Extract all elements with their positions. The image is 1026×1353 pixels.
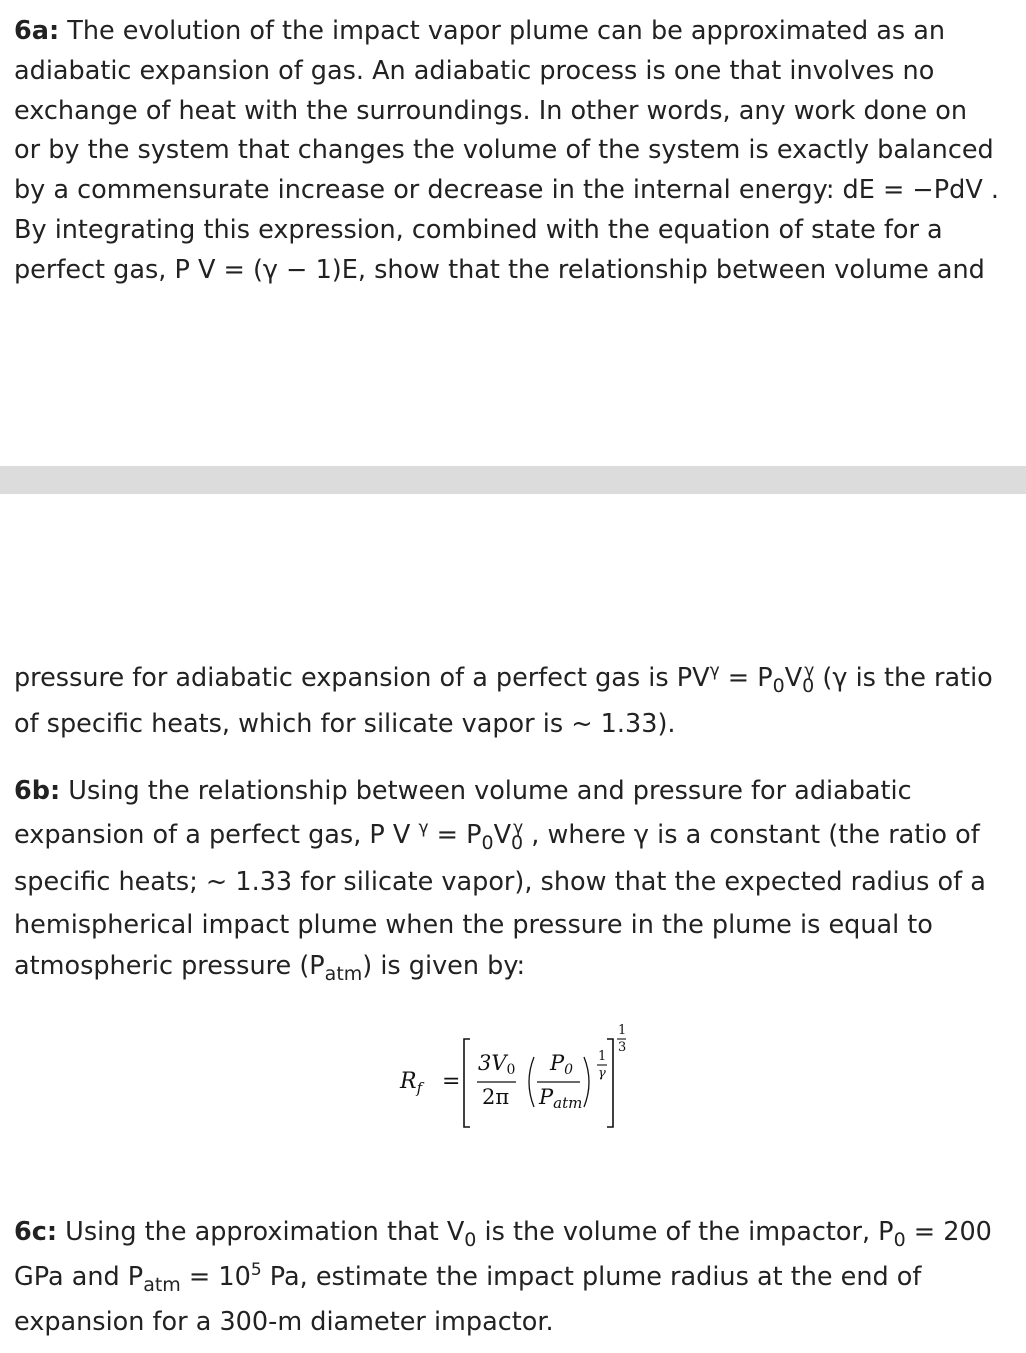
q6b-line-2: expansion of a perfect gas, P V $^\gamma = P_0V_0^\gamma$ , where γ is a constant (the ratio of <box>14 818 980 854</box>
formula-numerator-2: P0 <box>550 1051 574 1078</box>
q6a-line-7: perfect gas, P V = (γ − 1)E, show that the relationship between volume and <box>14 254 985 285</box>
q6a-cont-line-1: pressure for adiabatic expansion of a perfect gas is $PV^\gamma = P_0V_0^\gamma$ (γ is the ratio <box>14 661 993 697</box>
formula-outer-exponent-numerator: 1 <box>618 1023 627 1038</box>
plume-radius-formula <box>400 1013 650 1133</box>
formula-inner-exponent-denominator: γ <box>598 1066 606 1081</box>
q6a-line-4: or by the system that changes the volume of the system is exactly balanced <box>14 135 994 166</box>
q6b-line-4: hemispherical impact plume when the pressure in the plume is equal to <box>14 910 933 940</box>
formula-numerator-1: 3V0 <box>478 1051 516 1078</box>
q6a-line-6: By integrating this expression, combined with the equation of state for a <box>14 214 943 245</box>
q6a-line-1: 6a: The evolution of the impact vapor plume can be approximated as an <box>14 16 946 46</box>
formula-brackets <box>400 1013 650 1133</box>
page-break-divider <box>0 466 1026 494</box>
formula-inner-exponent-numerator: 1 <box>598 1049 607 1064</box>
q6a-cont-line-2: of specific heats, which for silicate vapor is ~ 1.33). <box>14 709 676 739</box>
q6a-line-2: adiabatic expansion of gas. An adiabatic process is one that involves no <box>14 55 935 86</box>
q6b-line-5: atmospheric pressure $(P_{atm})$ is given by: <box>14 951 526 985</box>
question-6b <box>14 770 1020 987</box>
formula-equals: = <box>442 1069 461 1094</box>
q6c-label: 6c: <box>14 1217 58 1247</box>
question-6a <box>14 12 1020 291</box>
q6b-line-1: 6b: Using the relationship between volume and pressure for adiabatic <box>14 776 912 806</box>
formula-lhs: $R_f$ <box>400 1069 423 1097</box>
formula-denominator-1: 2π <box>482 1085 510 1109</box>
formula-denominator-2: Patm <box>539 1085 583 1112</box>
q6c-line-2: GPa and $P_{atm} = 10^5$ Pa, estimate the impact plume radius at the end of <box>14 1260 922 1296</box>
q6b-label: 6b: <box>14 776 61 806</box>
q6c-line-1: 6c: Using the approximation that $V_0$ is the volume of the impactor, $P_0 = 200$ <box>14 1217 992 1251</box>
question-6a-continued <box>14 655 1020 747</box>
q6b-line-3: specific heats; ~ 1.33 for silicate vapor), show that the expected radius of a <box>14 867 986 897</box>
q6c-line-3: expansion for a 300-m diameter impactor. <box>14 1307 554 1337</box>
q6a-line-5: by a commensurate increase or decrease in the internal energy: dE = −PdV . <box>14 175 1000 206</box>
formula-outer-exponent-denominator: 3 <box>618 1040 627 1055</box>
q6a-line-3: exchange of heat with the surroundings. In other words, any work done on <box>14 95 968 126</box>
q6a-label: 6a: <box>14 16 60 46</box>
question-6c <box>14 1210 1020 1345</box>
